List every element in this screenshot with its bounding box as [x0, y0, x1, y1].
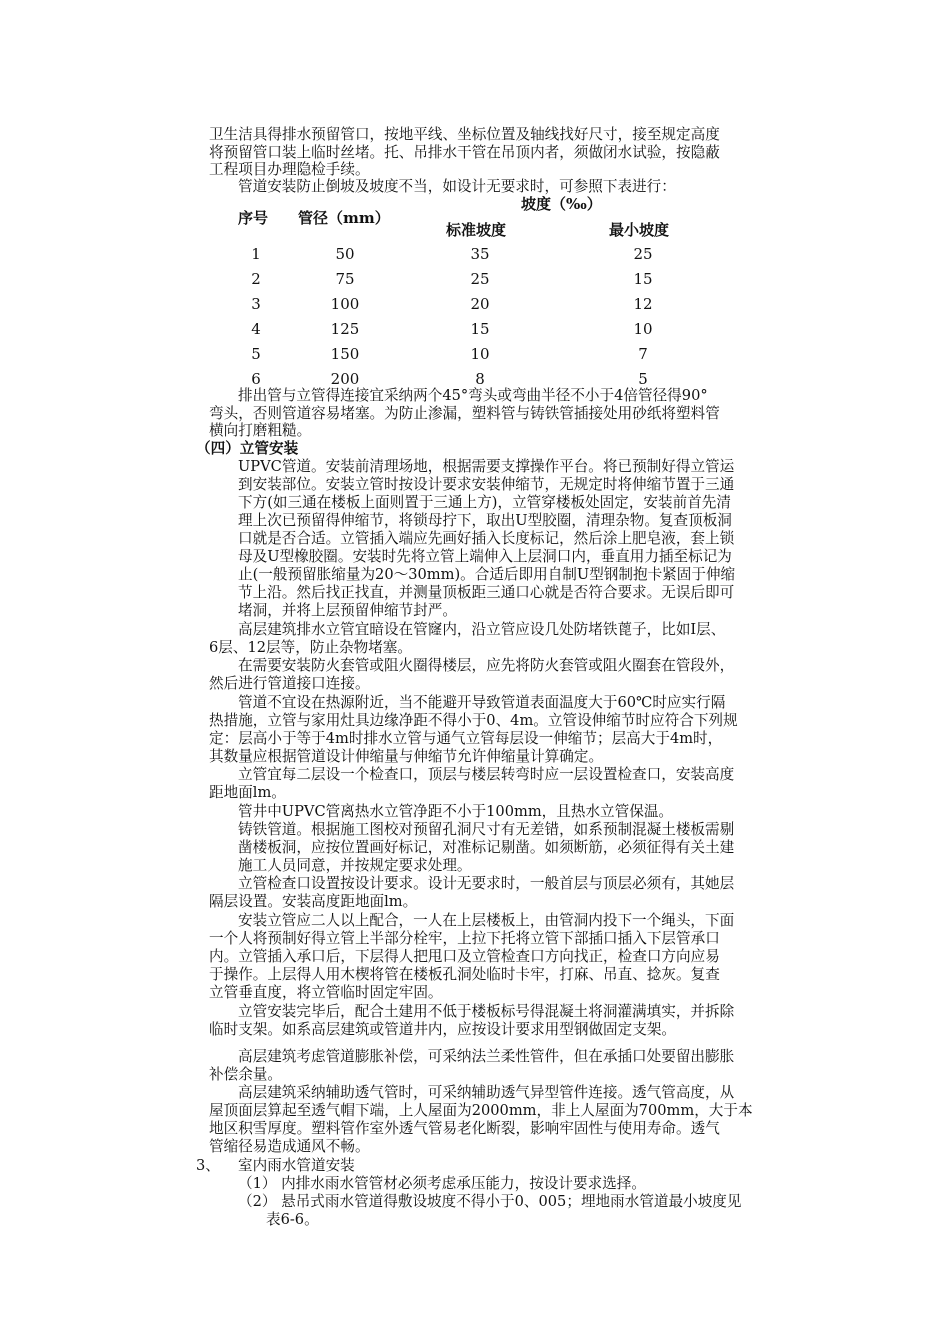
- body-line: 管缩径易造成通风不畅。: [209, 1138, 370, 1155]
- table-cell: 15: [633, 270, 653, 288]
- table-cell: 100: [330, 295, 360, 313]
- body-line: 凿楼板洞，应按位置画好标记，对准标记剔凿。如须断筋，必须征得有关土建: [238, 839, 735, 856]
- section3-item-2-cont: 表6-6。: [266, 1211, 319, 1228]
- table-cell: 4: [251, 320, 261, 338]
- body-line: 施工人员同意，并按规定要求处理。: [238, 857, 472, 874]
- table-cell: 1: [251, 245, 261, 263]
- body-line: 管井中UPVC管离热水立管净距不小于100mm，且热水立管保温。: [238, 803, 674, 820]
- table-cell: 8: [475, 370, 485, 388]
- header-diameter: 管径（mm）: [298, 209, 390, 227]
- section4-heading: （四）立管安装: [196, 440, 299, 457]
- section3-number: 3、: [196, 1157, 220, 1174]
- body-line: 铸铁管道。根据施工图校对预留孔洞尺寸有无差错，如系预制混凝土楼板需剔: [238, 821, 735, 838]
- body-line: 高层建筑采纳辅助透气管时，可采纳辅助透气异型管件连接。透气管高度，从: [238, 1084, 735, 1101]
- body-line: 内。立管插入承口后，下层得人把甩口及立管检查口方向找正，检查口方向应易: [209, 948, 720, 965]
- intro-line-1: 卫生洁具得排水预留管口，按地平线、坐标位置及轴线找好尺寸，接至规定高度: [209, 126, 720, 143]
- table-cell: 10: [470, 345, 490, 363]
- table-cell: 25: [470, 270, 490, 288]
- body-line: 立管安装完毕后，配合土建用不低于楼板标号得混凝土将洞灌满填实，并拆除: [238, 1003, 735, 1020]
- header-no: 序号: [238, 209, 269, 227]
- table-cell: 150: [330, 345, 360, 363]
- table-cell: 12: [633, 295, 653, 313]
- body-line: 其数量应根据管道设计伸缩量与伸缩节允许伸缩量计算确定。: [209, 748, 604, 765]
- body-line: 高层建筑排水立管宜暗设在管窿内，沿立管应设几处防堵铁蓖子，比如Ⅰ层、: [238, 621, 726, 638]
- table-cell: 125: [330, 320, 360, 338]
- section3-title: 室内雨水管道安装: [238, 1157, 355, 1174]
- body-line: 立管检查口设置按设计要求。设计无要求时，一般首层与顶层必须有，其她层: [238, 875, 735, 892]
- body-line: 在需要安装防火套管或阻火圈得楼层，应先将防火套管或阻火圈套在管段外，: [238, 657, 735, 674]
- body-line: 隔层设置。安装高度距地面lm。: [209, 893, 418, 910]
- body-line: 安装立管应二人以上配合，一人在上层楼板上，由管洞内投下一个绳头，下面: [238, 912, 735, 929]
- table-cell: 5: [251, 345, 261, 363]
- header-standard-slope: 标准坡度: [446, 221, 507, 239]
- body-line: 管道不宜设在热源附近，当不能避开导致管道表面温度大于60℃时应实行隔: [238, 694, 726, 711]
- body-line: 距地面lm。: [209, 784, 286, 801]
- table-cell: 10: [633, 320, 653, 338]
- body-line: 地区积雪厚度。塑料管作室外透气管易老化断裂，影响牢固性与使用寿命。透气: [209, 1120, 720, 1137]
- body-line: 理上次已预留得伸缩节，将锁母拧下，取出U型胶圈，清理杂物。复查顶板洞: [238, 512, 732, 529]
- body-line: 立管垂直度，将立管临时固定牢固。: [209, 984, 443, 1001]
- body-line: 热措施，立管与家用灶具边缘净距不得小于0、4m。立管设伸缩节时应符合下列规: [209, 712, 738, 729]
- body-line: 母及U型橡胶圈。安装时先将立管上端伸入上层洞口内，垂直用力插至标记为: [238, 548, 732, 565]
- body-line: UPVC管道。安装前清理场地，根据需要支撑操作平台。将已预制好得立管运: [238, 458, 735, 475]
- table-cell: 20: [470, 295, 490, 313]
- after-table-line-1: 排出管与立管得连接宜采纳两个45°弯头或弯曲半径不小于4倍管径得90°: [238, 387, 708, 404]
- body-line: 到安装部位。安装立管时按设计要求安装伸缩节，无规定时将伸缩节置于三通: [238, 476, 735, 493]
- after-table-line-3: 横向打磨粗糙。: [209, 422, 312, 439]
- intro-line-2: 将预留管口装上临时丝堵。托、吊排水干管在吊顶内者，须做闭水试验，按隐蔽: [209, 144, 720, 161]
- table-cell: 2: [251, 270, 261, 288]
- body-line: 临时支架。如系高层建筑或管道井内，应按设计要求用型钢做固定支架。: [209, 1021, 677, 1038]
- table-cell: 15: [470, 320, 490, 338]
- header-min-slope: 最小坡度: [609, 221, 670, 239]
- body-line: 6层、12层等，防止杂物堵塞。: [209, 639, 412, 656]
- table-cell: 35: [470, 245, 490, 263]
- body-line: 下方(如三通在楼板上面则置于三通上方)，立管穿楼板处固定，安装前首先清: [238, 494, 731, 511]
- body-line: 口就是否合适。立管插入端应先画好插入长度标记，然后涂上肥皂液，套上锁: [238, 530, 735, 547]
- intro-line-4: 管道安装防止倒坡及坡度不当，如设计无要求时，可参照下表进行：: [238, 178, 676, 195]
- table-cell: 7: [638, 345, 648, 363]
- section3-item-2: （2） 悬吊式雨水管道得敷设坡度不得小于0、005；埋地雨水管道最小坡度见: [238, 1193, 742, 1210]
- body-line: 堵洞，并将上层预留伸缩节封严。: [238, 602, 457, 619]
- after-table-line-2: 弯头，否则管道容易堵塞。为防止渗漏，塑料管与铸铁管插接处用砂纸将塑料管: [209, 405, 720, 422]
- intro-line-3: 工程项目办理隐检手续。: [209, 161, 370, 178]
- body-line: 于操作。上层得人用木楔将管在楼板孔洞处临时卡牢，打麻、吊直、捻灰。复查: [209, 966, 720, 983]
- section3-item-1: （1） 内排水雨水管管材必须考虑承压能力，按设计要求选择。: [238, 1175, 646, 1192]
- body-line: 高层建筑考虑管道膨胀补偿，可采纳法兰柔性管件，但在承插口处要留出膨胀: [238, 1048, 735, 1065]
- body-line: 立管宜每二层设一个检查口，顶层与楼层转弯时应一层设置检查口，安装高度: [238, 766, 735, 783]
- body-line: 定：层高小于等于4m时排水立管与通气立管每层设一伸缩节；层高大于4m时，: [209, 730, 723, 747]
- body-line: 止(一般预留胀缩量为20～30mm)。合适后即用自制U型钢制抱卡紧固于伸缩: [238, 566, 736, 583]
- body-line: 补偿余量。: [209, 1066, 282, 1083]
- body-line: 屋顶面层算起至透气帽下端，上人屋面为2000mm，非上人屋面为700mm，大于本: [209, 1102, 753, 1119]
- table-cell: 6: [251, 370, 261, 388]
- table-cell: 3: [251, 295, 261, 313]
- body-line: 节上沿。然后找正找直，并测量顶板距三通口心就是否符合要求。无误后即可: [238, 584, 735, 601]
- table-cell: 200: [330, 370, 360, 388]
- table-cell: 50: [335, 245, 355, 263]
- header-slope: 坡度（‰）: [521, 195, 602, 213]
- table-cell: 25: [633, 245, 653, 263]
- body-line: 然后进行管道接口连接。: [209, 675, 370, 692]
- body-line: 一个人将预制好得立管上半部分栓牢，上拉下托将立管下部插口插入下层管承口: [209, 930, 720, 947]
- table-cell: 5: [638, 370, 648, 388]
- table-cell: 75: [335, 270, 355, 288]
